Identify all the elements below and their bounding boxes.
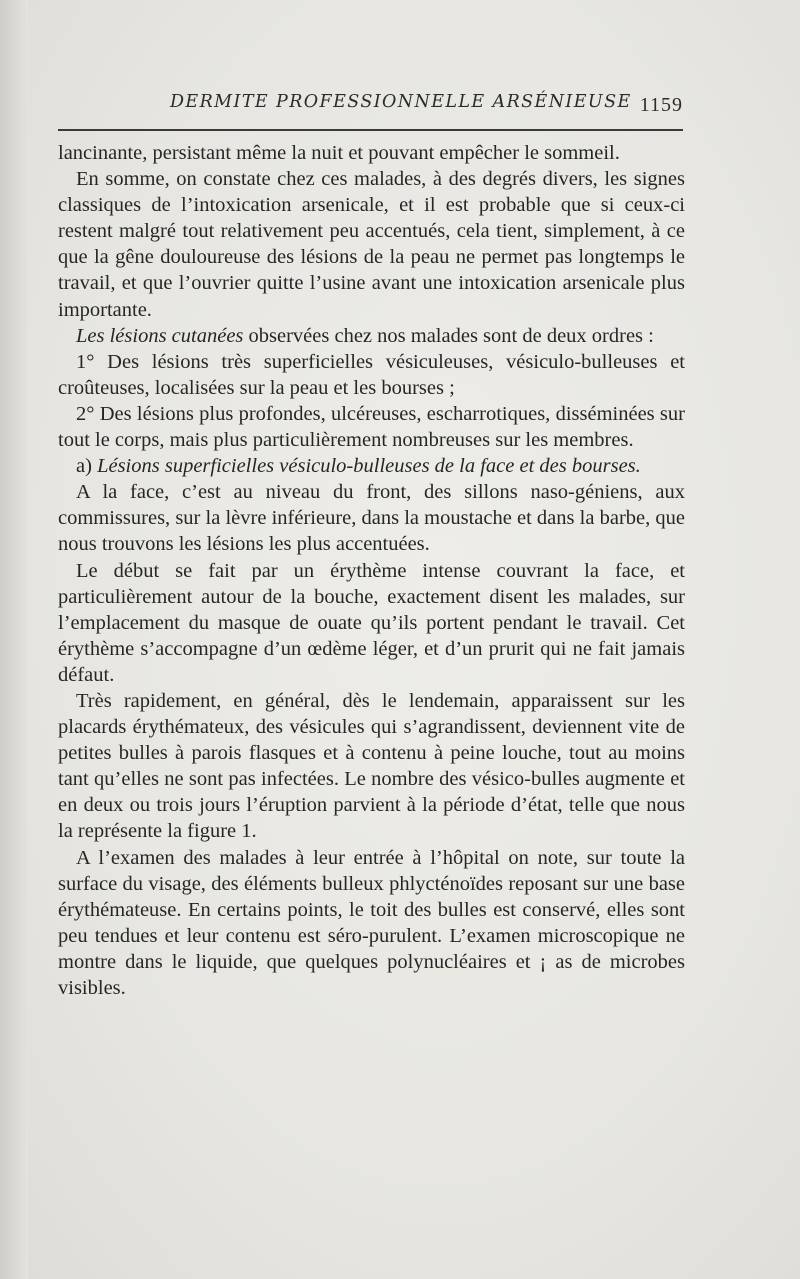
section-heading bbox=[58, 453, 685, 479]
paragraph-text: observées chez nos malades sont de deux ordres : bbox=[243, 324, 654, 347]
page-header bbox=[58, 92, 683, 122]
list-item: 1° Des lésions très superficielles vésiculeuses, vésiculo-bulleuses et croûteuses, localisées sur la peau et les bourses ; bbox=[58, 350, 685, 399]
paragraph: Le début se fait par un érythème intense couvrant la face, et particulièrement autour de la bouche, exactement disent les malades, sur l’emplacement du masque de ouate qu’ils portent pendant le travail. Cet érythème s’accompagne d’un œdème léger, et d’un prurit qui ne fait jamais défaut. bbox=[58, 559, 685, 686]
page-gutter-shadow bbox=[0, 0, 28, 1279]
running-title: DERMITE PROFESSIONNELLE ARSÉNIEUSE bbox=[170, 92, 632, 112]
paragraph: En somme, on constate chez ces malades, à des degrés divers, les signes classiques de l’intoxication arsenicale, et il est probable que si ceux-ci restent malgré tout relativement peu accentués, cela tient, simplement, à ce que la gêne douloureuse des lésions de la peau ne permet pas longtemps le travail, et que l’ouvrier quitte l’usine avant une intoxication arsenicale plus importante. bbox=[58, 168, 685, 321]
header-rule bbox=[58, 129, 683, 131]
paragraph: lancinante, persistant même la nuit et pouvant empêcher le sommeil. bbox=[58, 142, 620, 164]
list-item: 2° Des lésions plus profondes, ulcéreuses, escharrotiques, disséminées sur tout le corps, mais plus particulièrement nombreuses sur les membres. bbox=[58, 402, 685, 452]
heading-marker: a) bbox=[76, 455, 98, 478]
page-number: 1159 bbox=[639, 94, 683, 116]
paragraph: Très rapidement, en général, dès le lendemain, apparaissent sur les placards érythémateux, des vésicules qui s’agrandissent, deviennent vite de petites bulles à parois flasques et à contenu à peine louche, tout au moins tant qu’elles ne sont pas infectées. Le nombre des vésico-bulles augmente et en deux ou trois jours l’éruption parvient à la période d’état, telle que nous la représente la figure 1. bbox=[58, 689, 685, 843]
paragraph: A l’examen des malades à leur entrée à l’hôpital on note, sur toute la surface du visage, des éléments bulleux phlycténoïdes reposant sur une base érythémateuse. En certains points, le toit des bulles est conservé, elles sont peu tendues et leur contenu est séro-purulent. L’examen microscopique ne montre dans le liquide, que quelques polynucléaires et ¡ as de microbes visibles. bbox=[58, 846, 685, 999]
paragraph bbox=[58, 323, 685, 349]
emphasis-text: Les lésions cutanées bbox=[76, 324, 244, 347]
paragraph: A la face, c’est au niveau du front, des sillons naso-géniens, aux commissures, sur la lèvre inférieure, dans la moustache et dans la barbe, que nous trouvons les lésions les plus accentuées. bbox=[58, 481, 685, 556]
heading-title: Lésions superficielles vésiculo-bulleuses de la face et des bourses. bbox=[97, 455, 641, 478]
body-text bbox=[58, 140, 685, 1001]
